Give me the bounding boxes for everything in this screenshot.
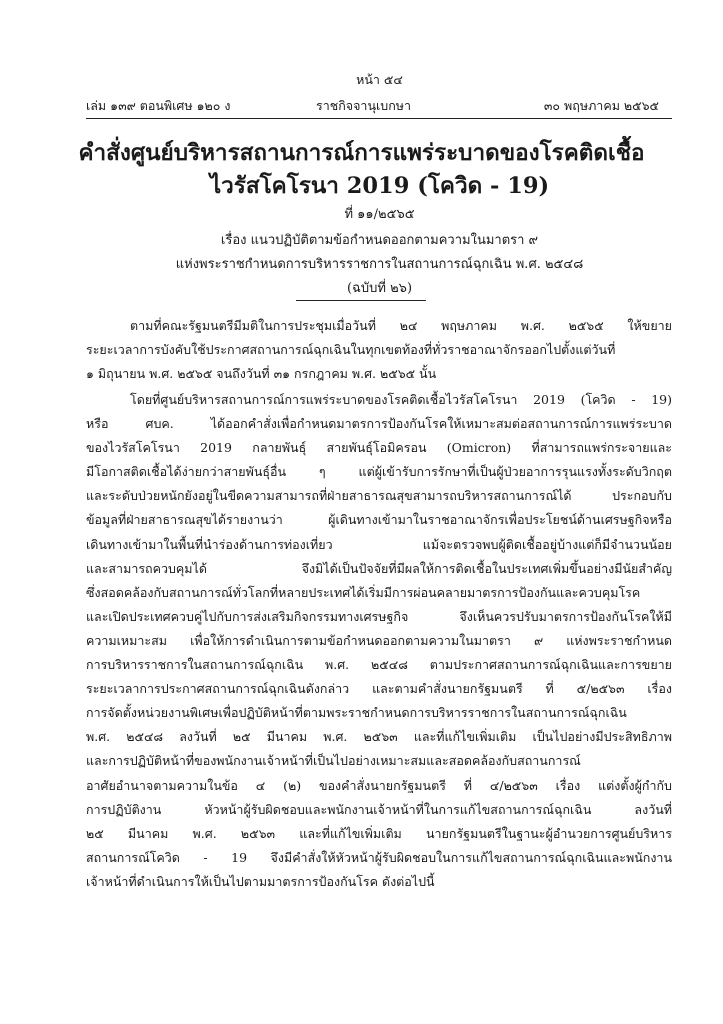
text-line: ตามที่คณะรัฐมนตรีมีมติในการประชุมเมื่อวันที่ ๒๔ พฤษภาคม พ.ศ. ๒๕๖๕ ให้ขยาย [130,318,672,333]
gazette-name: ราชกิจจานุเบกษา [316,98,412,113]
text-line: ระยะเวลาการประกาศสถานการณ์ฉุกเฉินดังกล่าว และตามคำสั่งนายกรัฐมนตรี ที่ ๕/๒๕๖๓ เรื่อง [86,681,672,697]
publication-date: ๓๐ พฤษภาคม ๒๕๖๕ [543,98,659,113]
text-line: ระยะเวลาการบังคับใช้ประกาศสถานการณ์ฉุกเฉินในทุกเขตท้องที่ทั่วราชอาณาจักรออกไปตั้งแต่วันที่ [86,342,616,358]
text-line: เจ้าหน้าที่ดำเนินการให้เป็นไปตามมาตรการป้องกันโรค ดังต่อไปนี้ [86,873,435,889]
text-line: และระดับป่วยหนักยังอยู่ในขีดความสามารถที่ฝ่ายสาธารณสุขสามารถบริหารสถานการณ์ได้ ประกอบกับ [86,488,672,504]
text-line: โดยที่ศูนย์บริหารสถานการณ์การแพร่ระบาดของโรคติดเชื้อไวรัสโคโรนา 2019 (โควิด - 19) [130,392,672,407]
text-line: ความเหมาะสม เพื่อให้การดำเนินการตามข้อกำหนดออกตามความในมาตรา ๙ แห่งพระราชกำหนด [86,632,672,648]
text-line: พ.ศ. ๒๕๔๘ ลงวันที่ ๒๕ มีนาคม พ.ศ. ๒๕๖๓ และที่แก้ไขเพิ่มเติม เป็นไปอย่างมีประสิทธิภาพ [86,729,672,745]
page-number: หน้า ๕๔ [356,72,403,87]
order-edition: (ฉบับที่ ๒๖) [346,281,413,296]
text-line: การจัดตั้งหน่วยงานพิเศษเพื่อปฏิบัติหน้าที่ตามพระราชกำหนดการบริหารราชการในสถานการณ์ฉุกเฉิน [86,705,627,721]
text-line: และเปิดประเทศควบคู่ไปกับการส่งเสริมกิจกรรมทางเศรษฐกิจ จึงเห็นควรปรับมาตรการป้องกันโรคให้มี [86,608,672,624]
text-line: หรือ ศบค. ได้ออกคำสั่งเพื่อกำหนดมาตรการป้องกันโรคให้เหมาะสมต่อสถานการณ์การแพร่ระบาด [86,416,672,432]
text-line: ข้อมูลที่ฝ่ายสาธารณสุขได้รายงานว่า ผู้เดินทางเข้ามาในราชอาณาจักรเพื่อประโยชน์ด้านเศรษฐกิจหรือ [86,512,672,528]
text-line: สถานการณ์โควิด - 19 จึงมีคำสั่งให้หัวหน้าผู้รับผิดชอบในการแก้ไขสถานการณ์ฉุกเฉินและพนักงาน [86,849,672,865]
text-line: ซึ่งสอดคล้องกับสถานการณ์ทั่วโลกที่หลายประเทศได้เริ่มมีการผ่อนคลายมาตรการป้องกันและควบคุมโรค [86,584,641,600]
order-number: ที่ ๑๑/๒๕๖๕ [344,207,415,222]
body-paragraph-2 [86,388,672,894]
text-line: ของไวรัสโคโรนา 2019 กลายพันธุ์ สายพันธุ์โอมิครอน (Omicron) ที่สามารถแพร่กระจายและ [86,440,672,456]
text-line: มีโอกาสติดเชื้อได้ง่ายกว่าสายพันธุ์อื่น ๆ แต่ผู้เข้ารับการรักษาที่เป็นผู้ป่วยอาการรุนแรงทั้งระดับวิกฤต [86,464,672,480]
text-line: เดินทางเข้ามาในพื้นที่นำร่องด้านการท่องเที่ยว แม้จะตรวจพบผู้ติดเชื้ออยู่บ้างแต่ก็มีจำนวนน้อย [86,536,672,552]
text-line: ๒๕ มีนาคม พ.ศ. ๒๕๖๓ และที่แก้ไขเพิ่มเติม นายกรัฐมนตรีในฐานะผู้อำนวยการศูนย์บริหาร [86,825,672,841]
document-title-line-1: คำสั่งศูนย์บริหารสถานการณ์การแพร่ระบาดของโรคติดเชื้อ [78,140,645,166]
title-divider [296,300,426,301]
volume-issue: เล่ม ๑๓๙ ตอนพิเศษ ๑๒๐ ง [86,98,231,113]
text-line: อาศัยอำนาจตามความในข้อ ๔ (๒) ของคำสั่งนายกรัฐมนตรี ที่ ๔/๒๕๖๓ เรื่อง แต่งตั้งผู้กำกับ [86,777,672,793]
document-title-line-2: ไวรัสโคโรนา 2019 (โควิด - 19) [209,173,550,199]
text-line: การบริหารราชการในสถานการณ์ฉุกเฉิน พ.ศ. ๒๕๔๘ ตามประกาศสถานการณ์ฉุกเฉินและการขยาย [86,657,672,673]
text-line: และการปฏิบัติหน้าที่ของพนักงานเจ้าหน้าที่เป็นไปอย่างเหมาะสมและสอดคล้องกับสถานการณ์ [86,753,581,769]
order-subject-line-1: เรื่อง แนวปฏิบัติตามข้อกำหนดออกตามความในมาตรา ๙ [220,233,539,248]
text-line: และสามารถควบคุมได้ จึงมิได้เป็นปัจจัยที่มีผลให้การติดเชื้อในประเทศเพิ่มขึ้นอย่างมีนัยสำคัญ [86,560,672,576]
body-paragraph-1 [86,314,672,386]
text-line: ๑ มิถุนายน พ.ศ. ๒๕๖๕ จนถึงวันที่ ๓๑ กรกฎาคม พ.ศ. ๒๕๖๕ นั้น [86,366,437,382]
order-subject-line-2: แห่งพระราชกำหนดการบริหารราชการในสถานการณ์ฉุกเฉิน พ.ศ. ๒๕๔๘ [175,257,584,272]
header-rule [86,118,672,119]
text-line: การปฏิบัติงาน หัวหน้าผู้รับผิดชอบและพนักงานเจ้าหน้าที่ในการแก้ไขสถานการณ์ฉุกเฉิน ลงวันที่ [86,801,672,817]
